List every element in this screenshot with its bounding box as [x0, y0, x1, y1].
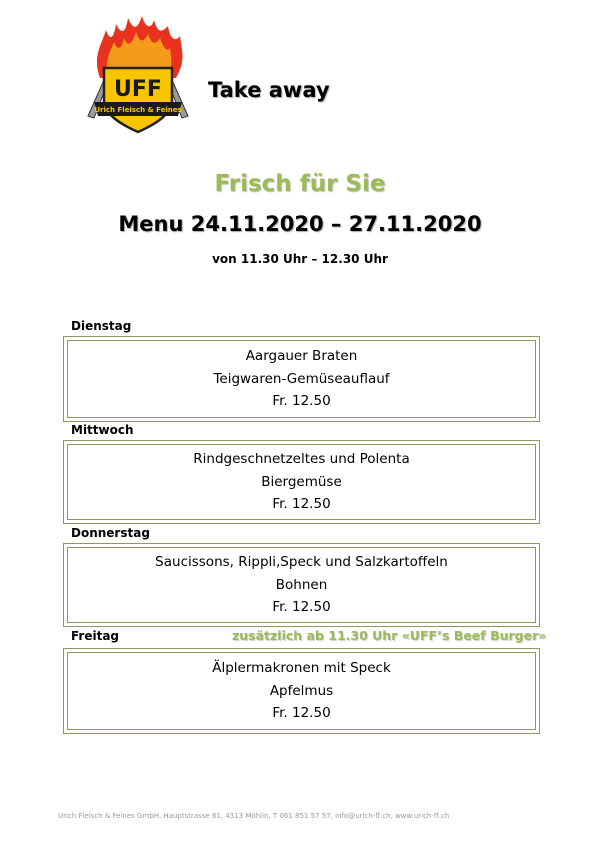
day-label-mittwoch: Mittwoch [71, 423, 134, 437]
uff-logo [82, 16, 194, 134]
take-away-heading: Take away [208, 78, 330, 102]
menu-title: Menu 24.11.2020 – 27.11.2020 [118, 212, 482, 236]
menu-box-mittwoch [63, 440, 540, 524]
headline: Frisch für Sie [214, 171, 386, 197]
dish-line: Bohnen [275, 576, 328, 593]
service-hours: von 11.30 Uhr – 12.30 Uhr [212, 252, 388, 266]
price-line: Fr. 12.50 [272, 599, 331, 616]
dish-line: Biergemüse [261, 473, 342, 490]
dish-line: Teigwaren-Gemüseauflauf [213, 370, 390, 387]
footer-contact: Urich Fleisch & Feines GmbH, Hauptstrasse 61, 4313 Möhlin, T 061 851 57 57, info@urich-ff.ch, www.urich-ff.ch [58, 812, 450, 820]
dish-line: Apfelmus [269, 682, 334, 699]
logo-banner-text: Urich Fleisch & Feines [94, 106, 182, 114]
dish-line: Saucissons, Rippli,Speck und Salzkartoffeln [155, 554, 448, 571]
dish-line: Aargauer Braten [245, 348, 358, 365]
price-line: Fr. 12.50 [272, 393, 331, 410]
dish-line: Rindgeschnetzeltes und Polenta [193, 451, 410, 468]
day-label-donnerstag: Donnerstag [71, 526, 150, 540]
menu-box-freitag [63, 648, 540, 734]
menu-box-dienstag [63, 336, 540, 422]
price-line: Fr. 12.50 [272, 496, 331, 513]
menu-box-donnerstag [63, 543, 540, 627]
day-label-freitag: Freitag [71, 629, 120, 643]
logo-text: UFF [114, 77, 162, 102]
dish-line: Älplermakronen mit Speck [212, 660, 391, 677]
price-line: Fr. 12.50 [272, 705, 331, 722]
day-label-dienstag: Dienstag [71, 319, 132, 333]
extra-offer-note: zusätzlich ab 11.30 Uhr «UFF’s Beef Burger» [232, 628, 547, 643]
